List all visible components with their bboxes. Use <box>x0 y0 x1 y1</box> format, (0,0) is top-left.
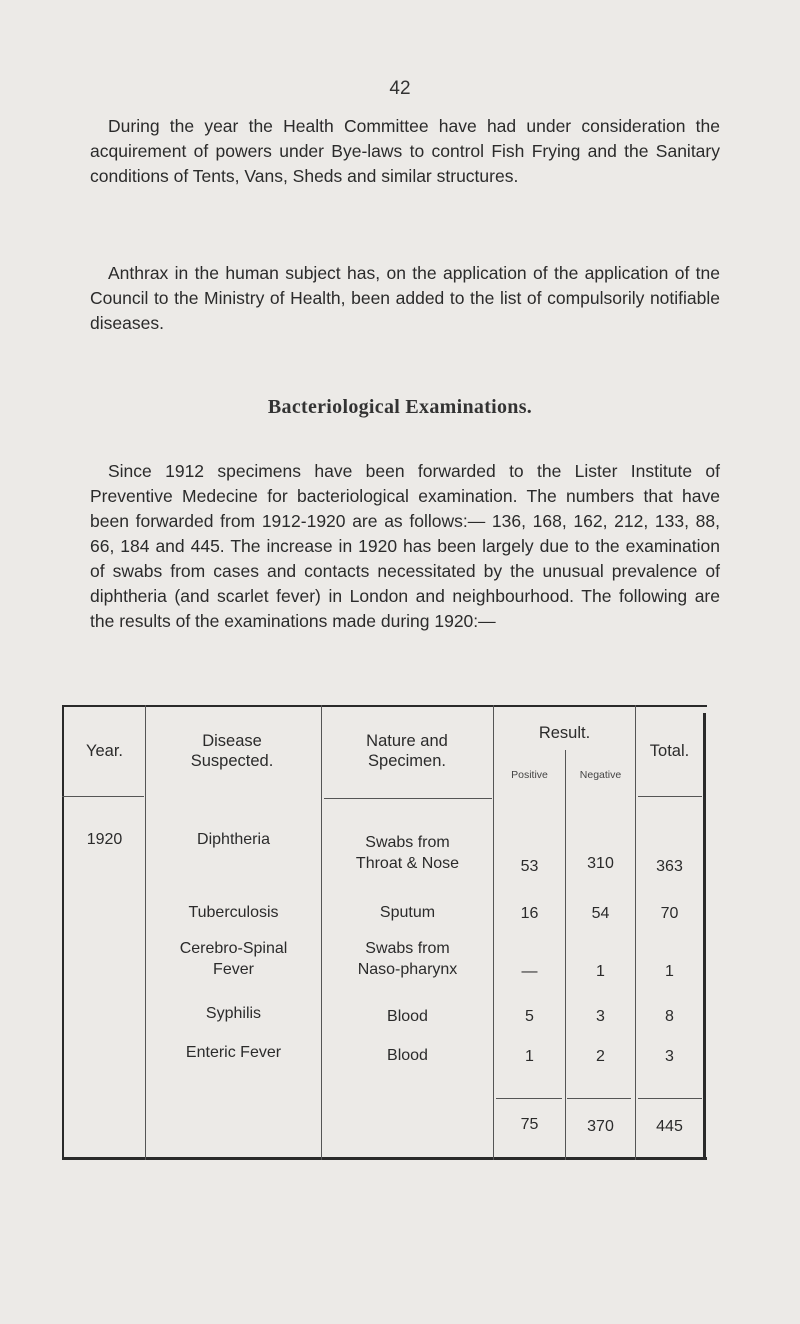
header-result: Result. <box>538 724 591 742</box>
table-left-rule <box>62 705 64 1160</box>
row-negative: 2 <box>596 1048 605 1065</box>
row-negative: 310 <box>587 855 614 872</box>
row-negative: 1 <box>596 963 605 980</box>
row-disease: Enteric Fever <box>185 1044 282 1061</box>
header-rule <box>324 798 492 799</box>
row-total: 363 <box>656 858 683 875</box>
table-top-rule <box>62 705 707 707</box>
row-nature: Swabs from <box>365 940 450 957</box>
header-rule <box>638 796 702 797</box>
total-rule <box>567 1098 631 1099</box>
paragraph-specimens: Since 1912 specimens have been forwarded to the Lister Institute of Preventive Medecine for bacteriological examination. The numbers that have been forwarded from 1912-1920 are as follows:— 136, 168, 162, 212, 133, 88, 66, 184 and 445. The increase in 1920 has been largely due to the examination of swabs from cases and contacts necessitated by the unusual prevalence of diphtheria (and scarlet fever) in London and neighbourhood. The following are the results of the examinations made during 1920:— <box>90 461 720 631</box>
row-positive: 1 <box>525 1048 534 1065</box>
header-positive: Positive <box>511 769 548 781</box>
total-rule <box>638 1098 702 1099</box>
row-negative: 3 <box>596 1008 605 1025</box>
row-disease: Tuberculosis <box>188 904 279 921</box>
section-heading: Bacteriological Examinations. <box>267 396 533 418</box>
row-nature: Naso-pharynx <box>357 961 458 978</box>
header-nature: Nature and Specimen. <box>366 732 448 770</box>
row-disease: Cerebro-Spinal <box>179 940 288 957</box>
paragraph-anthrax: Anthrax in the human subject has, on the application of the application of tne Council to the Ministry of Health, been added to the list of compulsorily notifiable diseases. <box>90 263 720 333</box>
page-number: 42 <box>389 78 411 99</box>
col-divider <box>145 705 146 1160</box>
row-total: 8 <box>665 1008 674 1025</box>
table-bottom-rule <box>62 1157 707 1160</box>
total-negative: 370 <box>587 1118 614 1135</box>
row-nature: Swabs from <box>365 834 450 851</box>
results-table <box>62 705 707 1161</box>
table-right-rule <box>703 713 706 1160</box>
row-positive: — <box>521 963 538 980</box>
row-disease: Fever <box>213 961 254 978</box>
year-value: 1920 <box>86 831 123 848</box>
row-negative: 54 <box>591 905 610 922</box>
row-positive: 16 <box>520 905 539 922</box>
header-disease: Disease Suspected. <box>190 732 274 770</box>
header-negative: Negative <box>579 769 622 781</box>
header-year: Year. <box>85 742 123 760</box>
col-divider <box>635 705 636 1160</box>
total-positive: 75 <box>520 1116 539 1133</box>
total-rule <box>496 1098 562 1099</box>
col-divider <box>565 750 566 1160</box>
row-positive: 5 <box>525 1008 534 1025</box>
row-positive: 53 <box>520 858 539 875</box>
row-disease: Diphtheria <box>197 831 270 848</box>
row-nature: Throat & Nose <box>355 855 460 872</box>
row-total: 1 <box>665 963 674 980</box>
row-nature: Blood <box>387 1008 428 1025</box>
col-divider <box>321 705 322 1160</box>
row-nature: Sputum <box>379 904 436 921</box>
row-nature: Blood <box>387 1047 428 1064</box>
row-disease: Syphilis <box>205 1005 262 1022</box>
row-total: 3 <box>665 1048 674 1065</box>
total-total: 445 <box>656 1118 683 1135</box>
header-rule <box>62 796 144 797</box>
header-total: Total. <box>649 742 690 760</box>
row-total: 70 <box>660 905 679 922</box>
paragraph-bye-laws: During the year the Health Committee have had under consideration the acquirement of powers under Bye-laws to control Fish Frying and the Sanitary conditions of Tents, Vans, Sheds and similar structures. <box>90 116 720 186</box>
